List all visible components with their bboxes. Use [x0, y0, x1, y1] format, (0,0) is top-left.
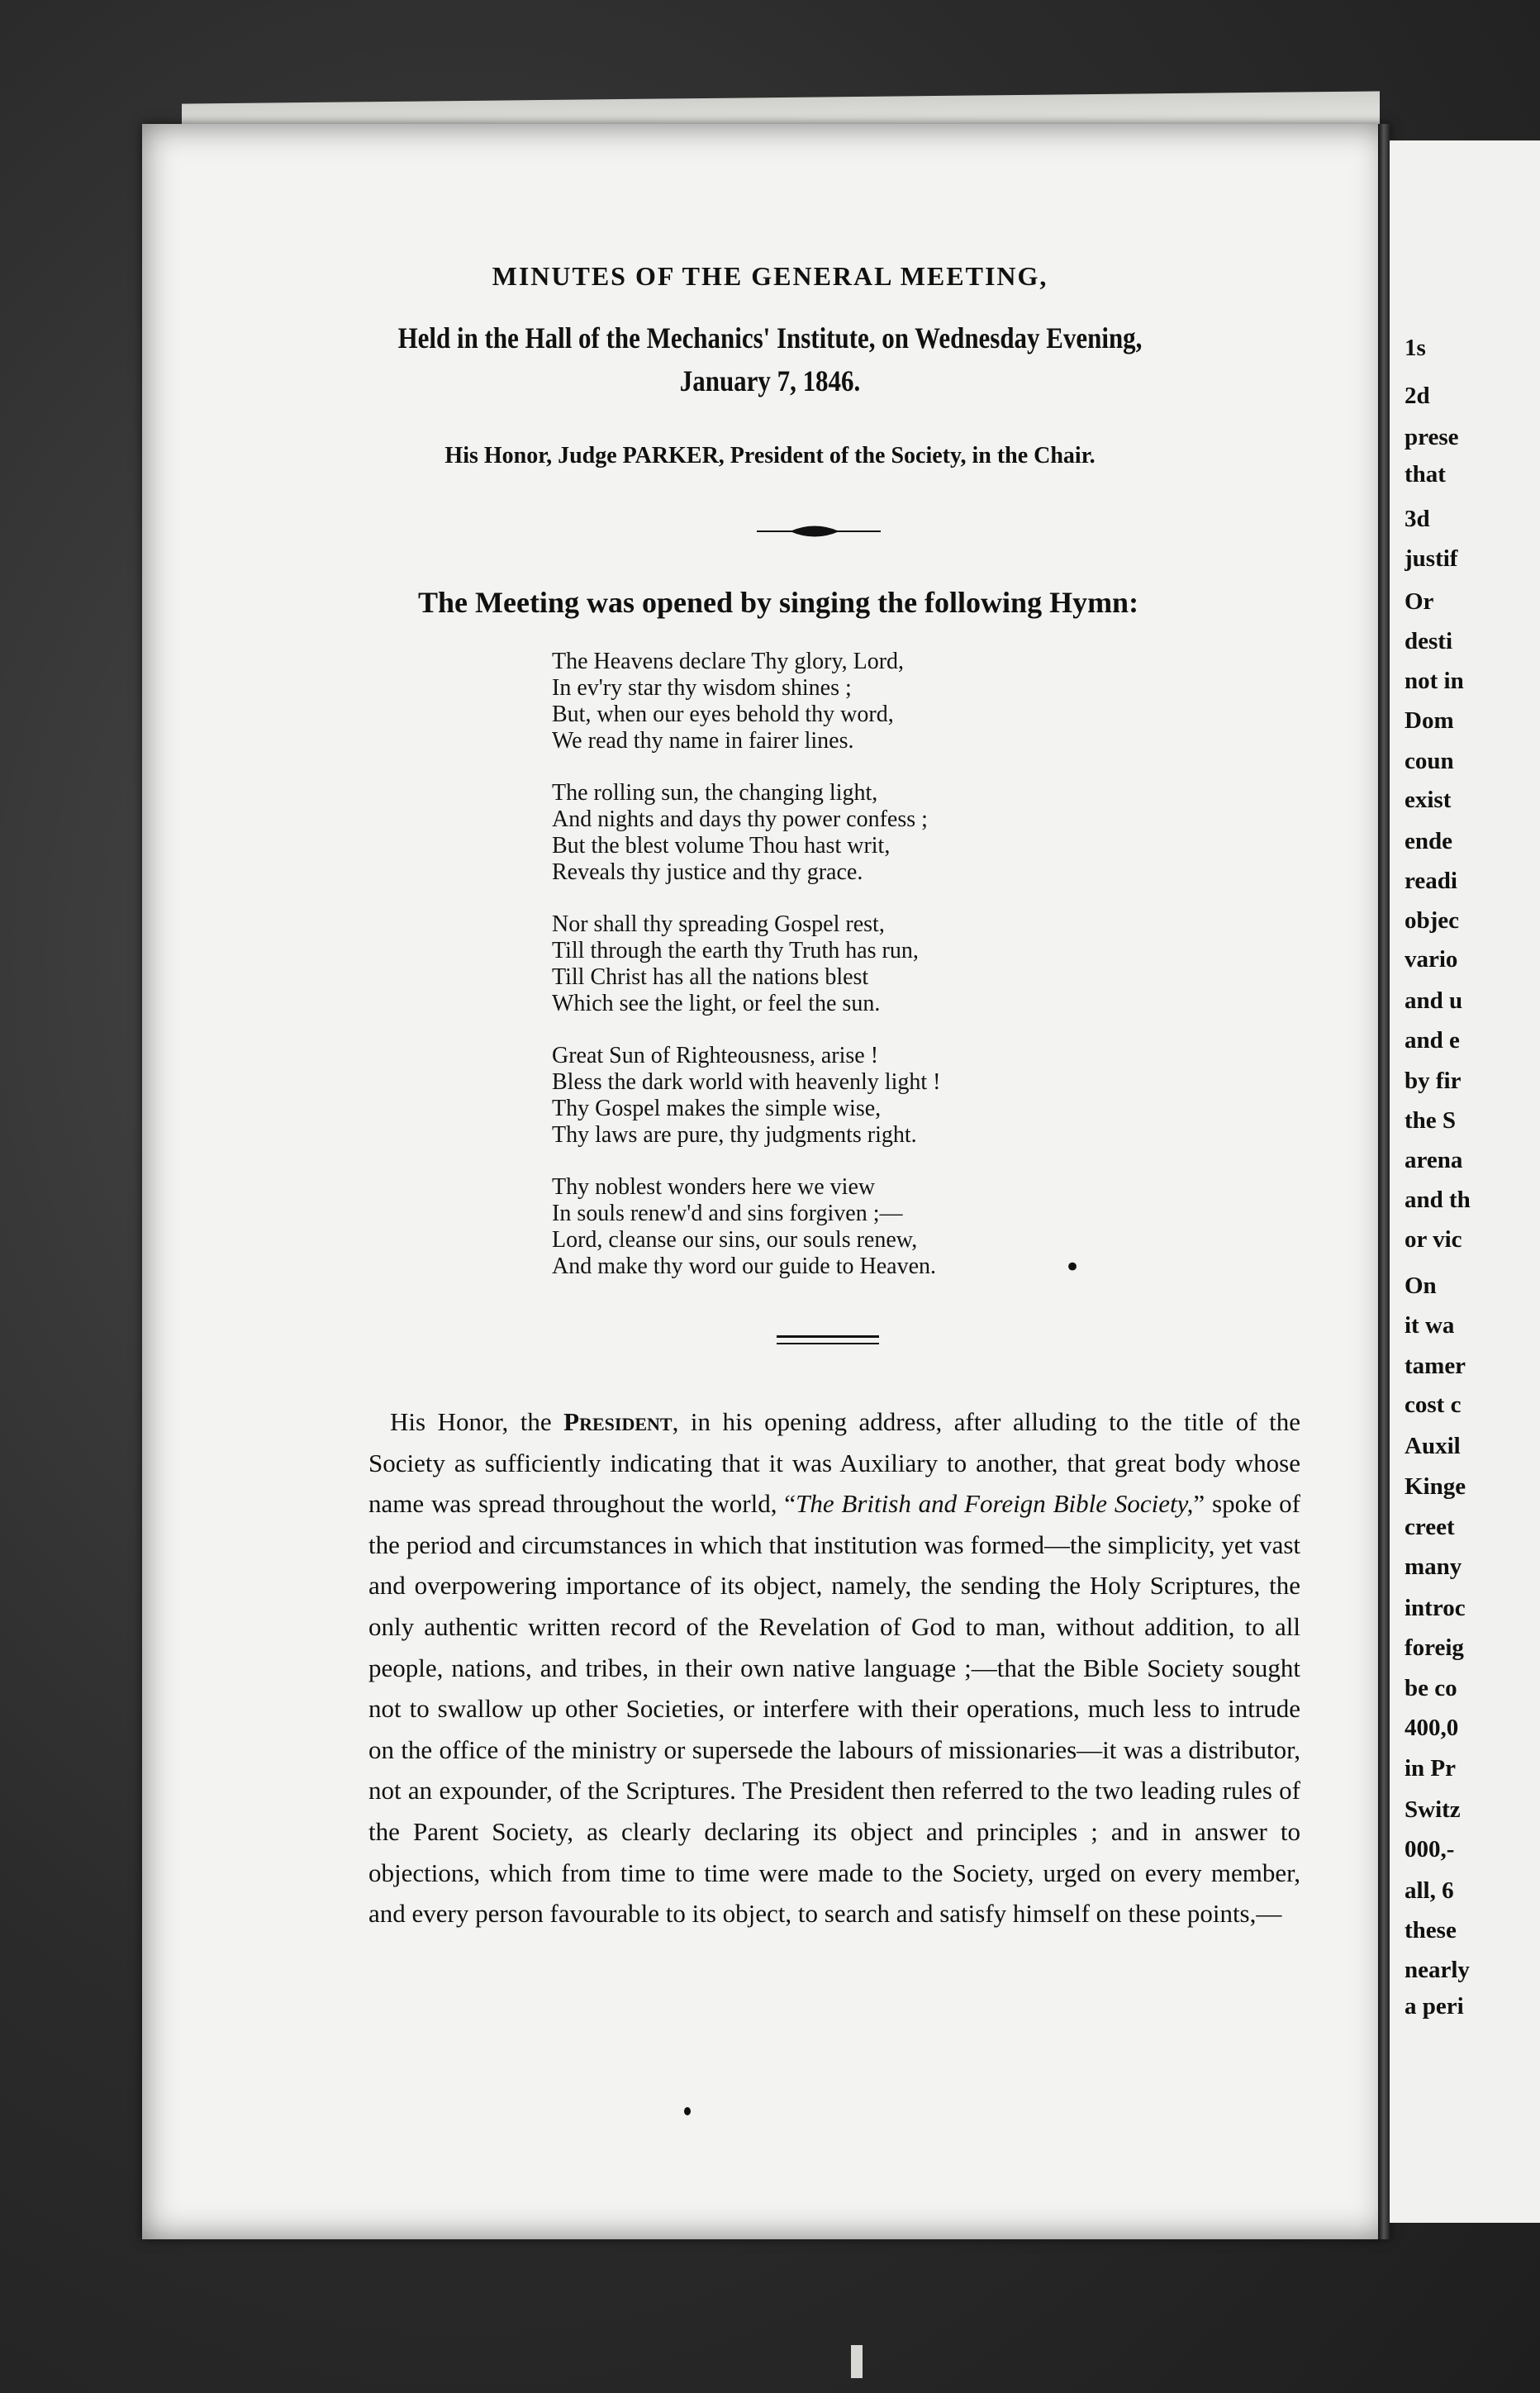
adjacent-page-line: justif — [1405, 545, 1458, 572]
body-paragraph — [368, 1401, 1300, 1934]
hymn-stanza — [552, 911, 1064, 1017]
hymn-end-mark: • — [1064, 1251, 1081, 1284]
adjacent-page-line: exist — [1405, 787, 1452, 813]
adjacent-page-line: the S — [1405, 1107, 1457, 1134]
adjacent-page-line: by fir — [1405, 1068, 1462, 1094]
adjacent-page-line: Or — [1405, 588, 1434, 615]
adjacent-page-line: or vic — [1405, 1226, 1462, 1253]
hymn-line: Till through the earth thy Truth has run, — [552, 938, 919, 963]
hymn-line: Reveals thy justice and thy grace. — [552, 859, 863, 885]
hymn-stanza — [552, 1174, 1064, 1280]
hymn-line: Thy laws are pure, thy judgments right. — [552, 1122, 917, 1148]
hymn-stanza — [552, 780, 1064, 886]
hymn-intro: The Meeting was opened by singing the following Hymn: — [418, 586, 1139, 619]
hymn-line: Great Sun of Righteousness, arise ! — [552, 1043, 879, 1068]
adjacent-page-line: many — [1405, 1553, 1462, 1580]
adjacent-page-line: vario — [1405, 946, 1458, 973]
body-text-a: His Honor, the — [390, 1407, 564, 1436]
adjacent-page-line: cost c — [1405, 1392, 1462, 1418]
adjacent-page-line: prese — [1405, 424, 1459, 450]
hymn-line: And make thy word our guide to Heaven. — [552, 1254, 936, 1279]
adjacent-page-line: readi — [1405, 868, 1457, 894]
body-text-c: ” spoke of the period and circumstances in which that institution was formed—the simplicity, yet vast and overpowering importance of its object, namely, the sending the Holy Scriptures, the only authentic written record of the Revelation of God to man, without addition, to all people, nations, and tribes, in their own native language ;—that the Bible Society sought not to swallow up other Societies, or interfere with their operations, much less to intrude on the office of the ministry or supersede the labours of missionaries—it was a distributor, not an expounder, of the Scriptures. The President then referred to the two leading rules of the Parent Society, as clearly declaring its object and principles ; and in answer to objections, which from time to time were made to the Society, urged on every member, and every person favourable to its object, to search and satisfy himself on these points,— — [368, 1489, 1301, 1929]
page-gutter — [1378, 124, 1390, 2239]
adjacent-page-line: objec — [1405, 907, 1460, 934]
hymn-line: Nor shall thy spreading Gospel rest, — [552, 911, 885, 937]
adjacent-page-line: 2d — [1405, 383, 1430, 409]
adjacent-page-line: On — [1405, 1273, 1437, 1299]
section-rule — [777, 1335, 879, 1344]
adjacent-page-line: and u — [1405, 987, 1463, 1014]
adjacent-page-line: nearly — [1405, 1957, 1470, 1983]
body-text-b: , in his opening address, after alluding to the title of the Society as sufficiently indicating that it was Auxiliary to another, that great body whose name was spread throughout the world, “ — [368, 1407, 1301, 1519]
adjacent-page-line: Dom — [1405, 707, 1454, 734]
adjacent-page-line: that — [1405, 461, 1446, 488]
adjacent-page-line: 400,0 — [1405, 1715, 1459, 1741]
adjacent-page-line: creet — [1405, 1514, 1455, 1540]
adjacent-page-line: arena — [1405, 1147, 1463, 1173]
adjacent-page-line: Kinge — [1405, 1473, 1466, 1500]
body-president: President — [563, 1407, 673, 1436]
adjacent-page-line: these — [1405, 1917, 1457, 1943]
hymn-line: But the blest volume Thou hast writ, — [552, 833, 891, 859]
meeting-date: January 7, 1846. — [679, 364, 861, 397]
hymn-line: Bless the dark world with heavenly light ! — [552, 1069, 941, 1095]
adjacent-page-line: it wa — [1405, 1312, 1455, 1339]
adjacent-page-line: introc — [1405, 1595, 1466, 1621]
adjacent-page-line: a peri — [1405, 1993, 1464, 2020]
adjacent-page-line: 000,- — [1405, 1836, 1455, 1863]
hymn-line: Thy Gospel makes the simple wise, — [552, 1096, 882, 1121]
adjacent-page-line: and th — [1405, 1187, 1471, 1213]
chair-line: His Honor, Judge PARKER, President of the Society, in the Chair. — [444, 443, 1096, 469]
hymn-line: In ev'ry star thy wisdom shines ; — [552, 675, 852, 701]
adjacent-page-line: foreig — [1405, 1634, 1464, 1661]
hymn-line: But, when our eyes behold thy word, — [552, 702, 894, 727]
adjacent-page-line: Auxil — [1405, 1433, 1461, 1459]
hymn — [552, 649, 1064, 1306]
page-speck — [684, 2107, 691, 2115]
adjacent-page-line: all, 6 — [1405, 1877, 1454, 1904]
hymn-line: Lord, cleanse our sins, our souls renew, — [552, 1227, 918, 1253]
document-subtitle: Held in the Hall of the Mechanics' Institute, on Wednesday Evening, — [397, 321, 1143, 354]
hymn-line: We read thy name in fairer lines. — [552, 728, 854, 754]
adjacent-page-line: ende — [1405, 828, 1452, 854]
hymn-stanza — [552, 649, 1064, 754]
hymn-line: And nights and days thy power confess ; — [552, 806, 928, 832]
adjacent-page-line: desti — [1405, 628, 1452, 654]
adjacent-page-line: in Pr — [1405, 1755, 1457, 1782]
document-title: MINUTES OF THE GENERAL MEETING, — [492, 261, 1048, 291]
adjacent-page-line: 3d — [1405, 506, 1430, 532]
adjacent-page-line: not in — [1405, 668, 1464, 694]
adjacent-page-line: be co — [1405, 1675, 1457, 1701]
adjacent-page-line: 1s — [1405, 335, 1426, 361]
hymn-line: The rolling sun, the changing light, — [552, 780, 878, 806]
body-society-name: The British and Foreign Bible Society, — [796, 1489, 1194, 1519]
adjacent-page-line: and e — [1405, 1027, 1460, 1054]
adjacent-page-line: coun — [1405, 748, 1454, 774]
hymn-line: Which see the light, or feel the sun. — [552, 991, 881, 1016]
hymn-stanza — [552, 1043, 1064, 1149]
scan-mark — [851, 2345, 863, 2378]
hymn-line: Till Christ has all the nations blest — [552, 964, 869, 990]
hymn-line: The Heavens declare Thy glory, Lord, — [552, 649, 905, 674]
ornament-divider-icon — [757, 519, 881, 544]
hymn-line: In souls renew'd and sins forgiven ;— — [552, 1201, 903, 1226]
adjacent-page-line: tamer — [1405, 1353, 1466, 1379]
adjacent-page-line: Switz — [1405, 1796, 1461, 1823]
hymn-line: Thy noblest wonders here we view — [552, 1174, 876, 1200]
